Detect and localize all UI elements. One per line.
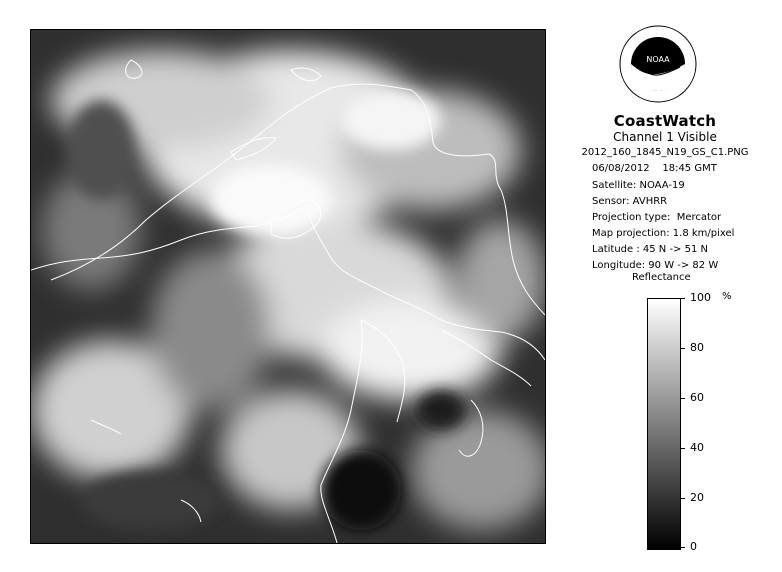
channel-label: Channel 1 Visible <box>613 130 717 144</box>
colorbar-tick <box>680 398 685 399</box>
latitude-label: Latitude : 45 N -> 51 N <box>592 244 708 255</box>
colorbar-tick-label: 20 <box>690 491 704 504</box>
projection-type-label: Projection type: Mercator <box>592 212 722 223</box>
colorbar-unit: % <box>722 291 732 302</box>
cloud-imagery <box>31 30 545 543</box>
map-projection-label: Map projection: 1.8 km/pixel <box>592 228 735 239</box>
reflectance-colorbar <box>647 298 681 550</box>
colorbar-tick <box>680 498 685 499</box>
app-title: CoastWatch <box>613 112 717 130</box>
noaa-logo <box>618 24 698 104</box>
sensor-label: Sensor: AVHRR <box>592 196 668 207</box>
colorbar-tick <box>680 448 685 449</box>
date-time-label: 06/08/2012 18:45 GMT <box>592 163 717 174</box>
longitude-label: Longitude: 90 W -> 82 W <box>592 260 719 271</box>
logo-text: NOAA <box>646 55 670 64</box>
colorbar-tick <box>680 298 685 299</box>
filename-label: 2012_160_1845_N19_GS_C1.PNG <box>581 147 749 158</box>
colorbar-tick-label: 60 <box>690 391 704 404</box>
noaa-seal-icon <box>618 24 698 104</box>
colorbar-title: Reflectance <box>632 272 691 283</box>
colorbar-tick-label: 80 <box>690 341 704 354</box>
colorbar-tick-label: 100 <box>690 291 711 304</box>
satellite-image <box>30 29 546 544</box>
colorbar-tick <box>680 348 685 349</box>
colorbar-tick-label: 40 <box>690 441 704 454</box>
colorbar-tick <box>680 547 685 548</box>
satellite-label: Satellite: NOAA-19 <box>592 180 685 191</box>
colorbar-tick-label: 0 <box>690 540 697 553</box>
